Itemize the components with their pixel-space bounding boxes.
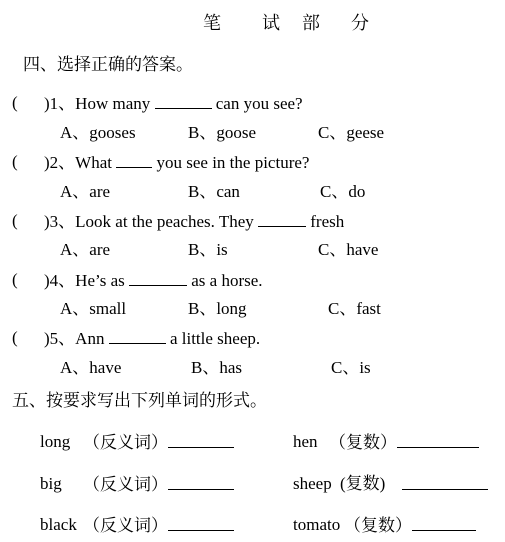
question-4-number: 4、 bbox=[49, 271, 76, 290]
question-4-option-c[interactable]: C、fast bbox=[328, 299, 381, 318]
question-2-option-b[interactable]: B、can bbox=[188, 182, 240, 201]
question-2-blank[interactable] bbox=[116, 152, 152, 168]
question-4-blank[interactable] bbox=[129, 270, 187, 286]
question-5-blank[interactable] bbox=[109, 328, 166, 344]
question-1-option-a[interactable]: A、gooses bbox=[60, 123, 136, 142]
word-sheep-blank-wrap bbox=[402, 474, 488, 495]
question-4-text-after: as a horse. bbox=[187, 271, 263, 290]
section-four-heading: 四、选择正确的答案。 bbox=[23, 55, 193, 74]
question-1-text-before: How many bbox=[75, 94, 155, 113]
question-2-text-after: you see in the picture? bbox=[152, 153, 310, 172]
question-5-number: 5、 bbox=[49, 329, 76, 348]
word-tomato-blank[interactable] bbox=[412, 515, 476, 531]
question-4 bbox=[44, 270, 263, 291]
word-item-sheep bbox=[293, 474, 332, 494]
question-3-text-before: Look at the peaches. They bbox=[75, 212, 259, 231]
question-1-option-b[interactable]: B、goose bbox=[188, 123, 256, 142]
word-item-hen-hint: （复数） bbox=[329, 432, 479, 453]
question-3-paren-open: ( bbox=[12, 211, 18, 230]
word-item-long-hint: （反义词） bbox=[83, 432, 234, 453]
question-5-option-b[interactable]: B、has bbox=[191, 358, 242, 377]
word-item-sheep-hint: (复数) bbox=[340, 474, 386, 493]
word-item-big-hint: （反义词） bbox=[83, 474, 234, 495]
question-3-option-b[interactable]: B、is bbox=[188, 240, 228, 259]
question-5-text-after: a little sheep. bbox=[165, 329, 261, 348]
question-3-paren-close: ) bbox=[44, 212, 50, 231]
page-title-char-4: 分 bbox=[351, 13, 369, 33]
word-big: big bbox=[40, 474, 62, 493]
question-3-blank[interactable] bbox=[258, 211, 306, 227]
question-3-option-c[interactable]: C、have bbox=[318, 240, 379, 259]
question-4-paren-open: ( bbox=[12, 270, 18, 289]
question-2-paren-close: ) bbox=[44, 153, 50, 172]
question-5-option-c[interactable]: C、is bbox=[331, 358, 371, 377]
question-5 bbox=[44, 328, 260, 349]
word-sheep-blank[interactable] bbox=[402, 474, 488, 490]
question-2-paren-open: ( bbox=[12, 152, 18, 171]
question-3-number: 3、 bbox=[49, 212, 76, 231]
question-1-number: 1、 bbox=[49, 94, 76, 113]
question-1-blank[interactable] bbox=[155, 93, 212, 109]
word-item-tomato bbox=[293, 515, 340, 535]
word-item-black bbox=[40, 515, 77, 535]
word-item-big bbox=[40, 474, 62, 494]
question-2-text-before: What bbox=[75, 153, 117, 172]
word-sheep: sheep bbox=[293, 474, 332, 493]
word-hen: hen bbox=[293, 432, 318, 451]
page-title-char-3: 部 bbox=[302, 13, 320, 33]
word-long-blank[interactable] bbox=[168, 432, 234, 448]
word-hen-blank[interactable] bbox=[397, 432, 479, 448]
word-black: black bbox=[40, 515, 77, 534]
word-item-tomato-hint: （复数） bbox=[344, 515, 476, 536]
page-title-char-2: 试 bbox=[262, 13, 280, 33]
question-5-paren-close: ) bbox=[44, 329, 50, 348]
question-2-option-a[interactable]: A、are bbox=[60, 182, 111, 201]
question-1-option-c[interactable]: C、geese bbox=[318, 123, 385, 142]
word-item-long bbox=[40, 432, 70, 452]
word-long: long bbox=[40, 432, 71, 451]
question-5-text-before: Ann bbox=[75, 329, 109, 348]
question-4-paren-close: ) bbox=[44, 271, 50, 290]
question-1-text-after: can you see? bbox=[211, 94, 303, 113]
section-five-heading: 五、按要求写出下列单词的形式。 bbox=[12, 391, 267, 410]
word-black-blank[interactable] bbox=[168, 515, 234, 531]
page-title-char-1: 笔 bbox=[203, 13, 221, 33]
question-5-option-a[interactable]: A、have bbox=[60, 358, 122, 377]
question-2-option-c[interactable]: C、do bbox=[320, 182, 366, 201]
question-4-option-a[interactable]: A、small bbox=[60, 299, 127, 318]
word-item-hen bbox=[293, 432, 318, 452]
question-1-paren-close: ) bbox=[44, 94, 50, 113]
question-4-option-b[interactable]: B、long bbox=[188, 299, 247, 318]
question-1-paren-open: ( bbox=[12, 93, 18, 112]
question-5-paren-open: ( bbox=[12, 328, 18, 347]
question-4-text-before: He’s as bbox=[75, 271, 129, 290]
question-1 bbox=[44, 93, 303, 114]
question-3-option-a[interactable]: A、are bbox=[60, 240, 111, 259]
word-tomato: tomato bbox=[293, 515, 341, 534]
question-3 bbox=[44, 211, 344, 232]
question-2 bbox=[44, 152, 309, 173]
question-3-text-after: fresh bbox=[306, 212, 345, 231]
word-item-black-hint: （反义词） bbox=[83, 515, 234, 536]
question-2-number: 2、 bbox=[49, 153, 76, 172]
word-big-blank[interactable] bbox=[168, 474, 234, 490]
